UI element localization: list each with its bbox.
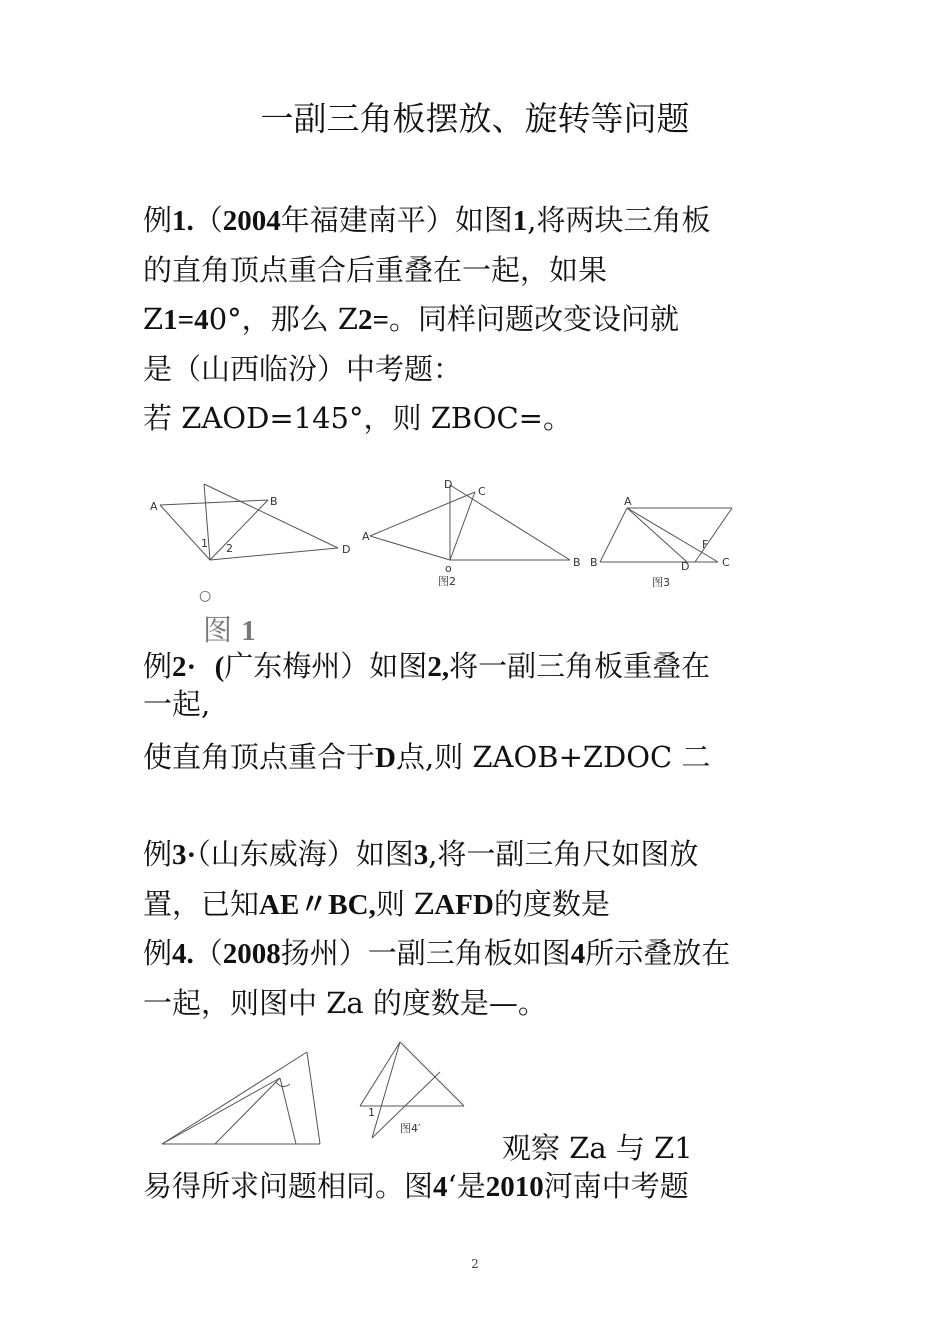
ex3-l2e: 的度数是 [493, 887, 610, 921]
ex3-l2c: 则 Z [375, 887, 435, 921]
fig3-label-c: C [722, 556, 730, 569]
figure-1-caption [203, 608, 256, 649]
ex3-l2a: 置，已知 [143, 887, 260, 921]
fig4-angle-arc [276, 1082, 290, 1087]
fig4p-edge [360, 1042, 400, 1106]
fig3-label-b: B [590, 556, 598, 569]
ex1-l3d: 2= [358, 304, 390, 336]
fig4p-edge [400, 1042, 464, 1106]
closing-e: 河南中考题 [543, 1169, 689, 1203]
ex1-l3a: Z [143, 302, 164, 336]
fig2-label-o: o [445, 562, 452, 575]
ex1-p1: （ [193, 203, 223, 237]
figure-1 [160, 484, 338, 560]
fig1-label-d: D [342, 543, 351, 556]
fig1-label-1: 1 [201, 537, 208, 550]
ex1-l3c: 0°，那么 Z [208, 302, 359, 336]
ex2-p1: ( [214, 651, 225, 683]
fig2-label-c: C [478, 485, 486, 498]
fig2-caption: 图2 [438, 575, 456, 588]
fig3-edge [600, 508, 627, 562]
fig1-edge [160, 505, 210, 560]
page-title: 一副三角板摆放、旋转等问题 [260, 99, 690, 138]
example-3-line-1 [143, 836, 698, 873]
page-number: 2 [471, 1257, 479, 1271]
ex2-l3d: 则 ZAOB+ZDOC 二 [434, 740, 711, 774]
fig2-edge [450, 485, 570, 560]
ex2-fig: 2, [427, 651, 450, 683]
fig4-caption: 图4′ [400, 1122, 421, 1135]
example-4-line-1 [143, 935, 730, 972]
fig2-label-a: A [362, 530, 370, 543]
ex3-l2b: AE〃BC, [259, 889, 376, 921]
fig4-edge [162, 1078, 280, 1144]
observe-text: 观察 Za 与 Z1 [502, 1131, 693, 1165]
ex3-num: 3· [172, 839, 197, 871]
fig1-label-a: A [150, 500, 158, 513]
fig3-edge [627, 508, 718, 562]
ex1-year: 2004 [222, 205, 281, 237]
ex1-p2: 年福建南平）如图 [280, 203, 513, 237]
fig1-edge [160, 500, 268, 505]
ex1-p3: ,将两块三角板 [527, 203, 711, 237]
fig2-edge [370, 492, 475, 536]
fig1-edge [204, 484, 338, 548]
fig4-edge [215, 1078, 280, 1144]
example-2-line-1 [143, 648, 710, 685]
fig3-edge [627, 508, 687, 562]
ex3-fig: 3 [413, 839, 429, 871]
fig3-edge [695, 508, 732, 562]
ex1-fig: 1 [512, 205, 528, 237]
ex2-l3b: D [375, 742, 396, 774]
ex4-year: 2008 [222, 938, 281, 970]
fig2-edge [370, 536, 450, 560]
figure-1-marker: ○ [199, 588, 212, 604]
closing-d: 2010 [485, 1171, 544, 1203]
example-2-line-2: 一起, [143, 687, 211, 721]
example-1-line-4: 是（山西临汾）中考题： [143, 352, 463, 386]
fig1-caption-num: 1 [241, 615, 256, 647]
figure-4 [162, 1052, 320, 1144]
example-3-line-2 [143, 886, 610, 923]
ex3-p1: （山东威海）如图 [196, 837, 414, 871]
fig4-edge [280, 1078, 296, 1144]
fig2-label-b: B [573, 556, 581, 569]
ex4-num: 4. [172, 938, 194, 970]
ex2-l3c: 点, [395, 740, 435, 774]
fig3-caption: 图3 [652, 576, 670, 589]
fig3-label-f: F [702, 538, 709, 551]
ex4-p2: 扬州）一副三角板如图 [280, 936, 571, 970]
fig3-label-a: A [624, 495, 632, 508]
fig2-edge [450, 492, 475, 560]
fig1-caption-text: 图 [203, 613, 233, 647]
ex4-label: 例 [143, 936, 173, 970]
ex2-label: 例 [143, 649, 173, 683]
example-1-line-5: 若 ZAOD=145°，则 ZBOC=。 [143, 401, 572, 435]
ex3-label: 例 [143, 837, 173, 871]
fig1-label-b: B [270, 495, 278, 508]
closing-b: 4 [433, 1171, 448, 1203]
fig4-label-1: 1 [368, 1106, 375, 1119]
ex4-p3: 所示叠放在 [585, 936, 731, 970]
ex2-p2: 广东梅州）如图 [224, 649, 428, 683]
figure-2 [370, 485, 570, 560]
ex1-l3e: 。同样问题改变设问就 [389, 302, 680, 336]
ex1-l3b: 1=4 [163, 304, 209, 336]
figure-3 [600, 508, 732, 562]
closing-a: 易得所求问题相同。图 [143, 1169, 434, 1203]
ex4-fig: 4 [570, 938, 586, 970]
example-1-line-2: 的直角顶点重合后重叠在一起，如果 [143, 253, 608, 287]
ex2-l3a: 使直角顶点重合于 [143, 740, 376, 774]
ex1-num: 1. [172, 205, 194, 237]
fig1-label-2: 2 [226, 542, 233, 555]
ex3-p2: ,将一副三角尺如图放 [428, 837, 699, 871]
fig2-label-d: D [444, 478, 453, 491]
fig4-edge [307, 1052, 320, 1144]
closing-line [143, 1168, 689, 1205]
ex2-num: 2· [172, 651, 197, 683]
ex4-p1: （ [193, 936, 223, 970]
fig3-label-d: D [681, 560, 690, 573]
fig1-edge [210, 500, 268, 560]
example-2-line-3 [143, 739, 710, 776]
ex2-p3: 将一副三角板重叠在 [449, 649, 711, 683]
example-4-line-2: 一起，则图中 Za 的度数是—。 [143, 986, 547, 1020]
ex3-l2d: AFD [434, 889, 494, 921]
fig4p-edge [372, 1042, 400, 1138]
ex1-label: 例 [143, 203, 173, 237]
closing-c: ‘是 [447, 1169, 486, 1203]
